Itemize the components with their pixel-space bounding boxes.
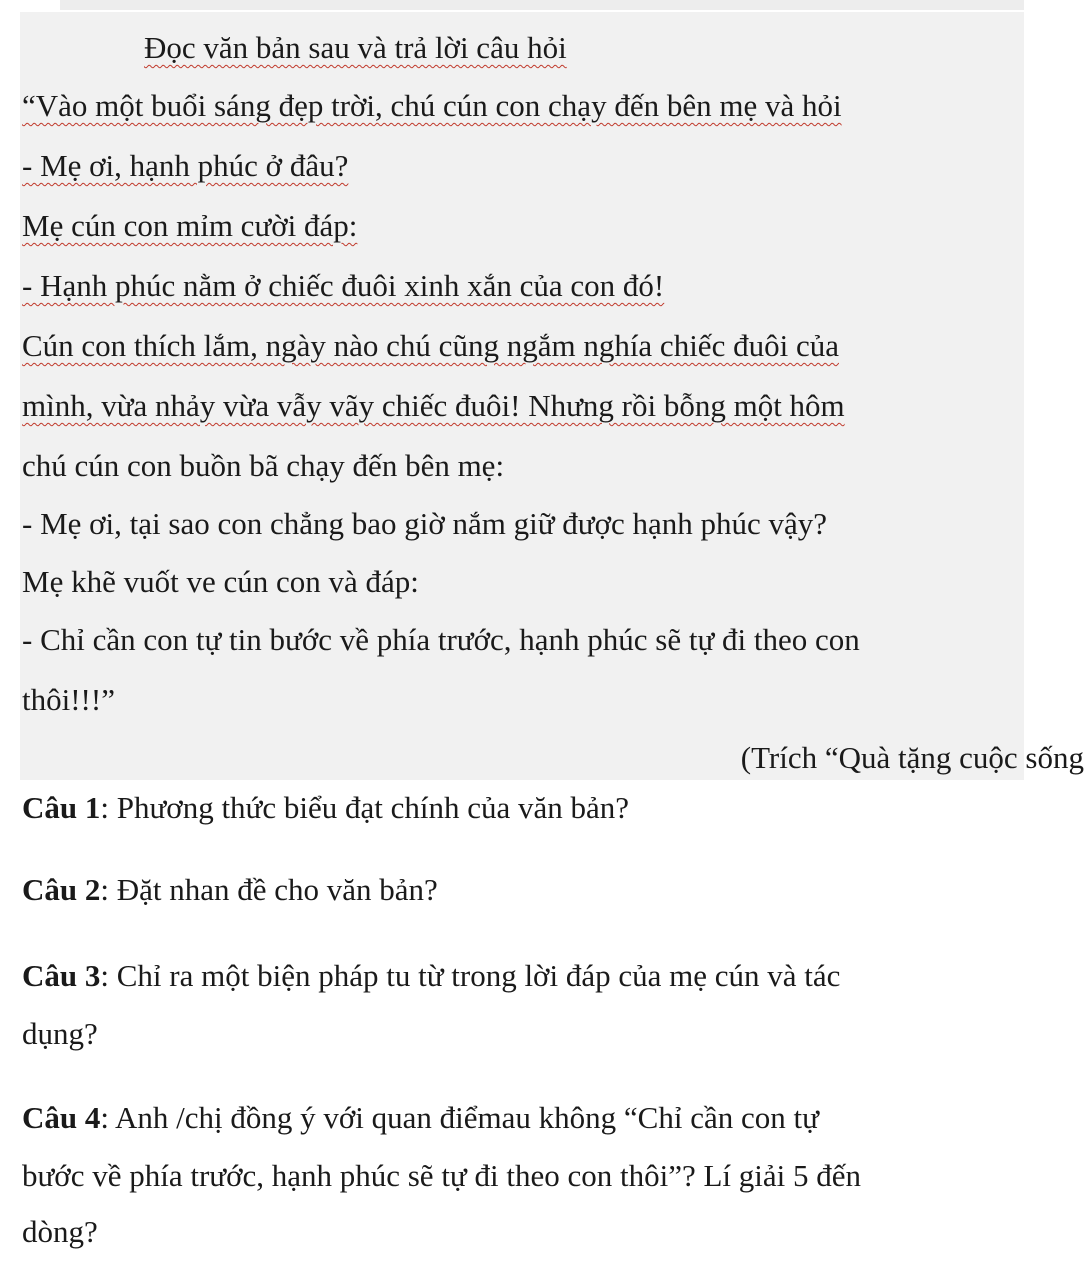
question-text: : Đặt nhan đề cho văn bản? [100, 872, 438, 907]
story-line: “Vào một buổi sáng đẹp trời, chú cún con chạy đến bên mẹ và hỏi [22, 88, 842, 123]
story-line: - Hạnh phúc nằm ở chiếc đuôi xinh xắn của con đó! [22, 268, 665, 303]
story-line: chú cún con buồn bã chạy đến bên mẹ: [22, 448, 505, 483]
question-label: Câu 4 [22, 1100, 101, 1135]
story-line: Mẹ cún con mỉm cười đáp: [22, 208, 358, 243]
story-line: Mẹ khẽ vuốt ve cún con và đáp: [22, 564, 419, 599]
question-label: Câu 3 [22, 958, 101, 993]
question-text: : Phương thức biểu đạt chính của văn bản? [100, 790, 630, 825]
question-4 [22, 1098, 819, 1138]
question-3-continuation: dụng? [22, 1016, 98, 1051]
question-text: : Chỉ ra một biện pháp tu từ trong lời đáp của mẹ cún và tác [100, 958, 841, 993]
question-1 [22, 788, 629, 828]
source-citation: (Trích “Quà tặng cuộc sống [740, 740, 1084, 775]
question-4-continuation: dòng? [22, 1214, 98, 1249]
story-line: Cún con thích lắm, ngày nào chú cũng ngắm nghía chiếc đuôi của [22, 328, 839, 363]
question-2 [22, 870, 438, 910]
top-strip [60, 0, 1024, 10]
story-line: mình, vừa nhảy vừa vẫy vãy chiếc đuôi! Nhưng rồi bỗng một hôm [22, 388, 845, 423]
heading: Đọc văn bản sau và trả lời câu hỏi [144, 30, 567, 65]
question-4-continuation: bước về phía trước, hạnh phúc sẽ tự đi theo con thôi”? Lí giải 5 đến [22, 1158, 862, 1193]
story-line: - Mẹ ơi, tại sao con chẳng bao giờ nắm giữ được hạnh phúc vậy? [22, 506, 828, 541]
story-line: - Mẹ ơi, hạnh phúc ở đâu? [22, 148, 349, 183]
story-line: thôi!!!” [22, 682, 115, 717]
question-3 [22, 956, 840, 996]
question-text: : Anh /chị đồng ý với quan điểmau không “Chỉ cần con tự [100, 1100, 819, 1135]
story-line: - Chỉ cần con tự tin bước về phía trước, hạnh phúc sẽ tự đi theo con [22, 622, 860, 657]
question-label: Câu 1 [22, 790, 101, 825]
question-label: Câu 2 [22, 872, 101, 907]
